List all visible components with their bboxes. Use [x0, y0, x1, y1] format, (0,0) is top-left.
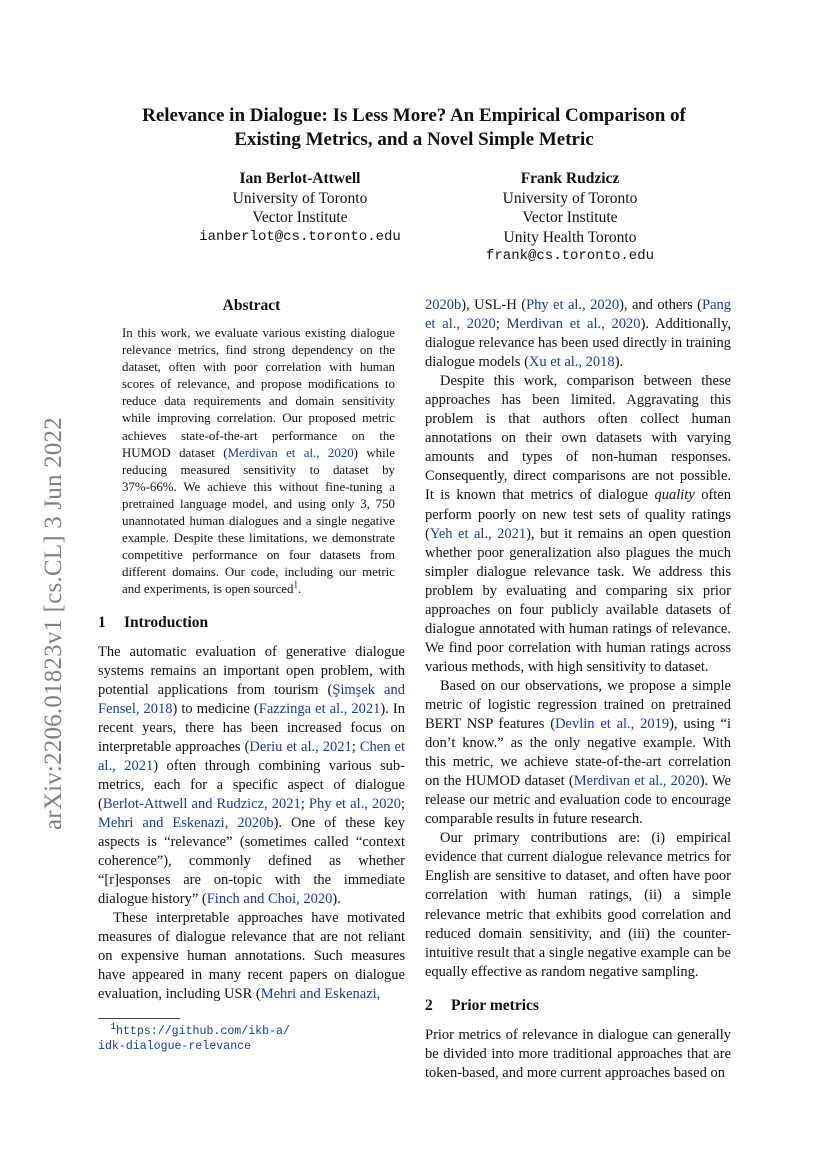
section-heading-prior-metrics: 2 Prior metrics [425, 996, 539, 1014]
citation-link[interactable]: Xu et al., 2018 [528, 354, 615, 371]
right-column [425, 296, 731, 1083]
citation-link[interactable]: Yeh et al., 2021 [429, 525, 527, 542]
footnote: $^1$https://github.com/ikb-a/ idk-dialogue-relevance [98, 1022, 290, 1054]
footnote-url-cont[interactable]: idk-dialogue-relevance [98, 1040, 252, 1054]
citation-link[interactable]: Chen et al., 2021 [98, 738, 406, 774]
footnote-url[interactable]: https://github.com/ikb-a/ [116, 1025, 290, 1039]
author-affiliation: University of Toronto [232, 189, 368, 207]
citation-link[interactable]: Devlin et al., 2019 [555, 716, 670, 733]
author-name: Frank Rudzicz [520, 170, 620, 187]
author-affiliation: Unity Health Toronto [503, 228, 637, 246]
paragraph: The automatic evaluation of generative dialogue systems remains an important open problem, with potential applications from tourism (Şimşek and Fensel, 2018) to medicine (Fazzinga et al., 2021). In recent years, there has been increased focus on interpretable approaches (Deriu et al., 2021; Chen et al., 2021) often through combining various sub-metrics, each for a specific aspect of dialogue (Berlot-Attwell and Rudzicz, 2021; Phy et al., 2020; Mehri and Eskenazi, 2020b). One of these key aspects is “relevance” (sometimes called “context coherence”), commonly defined as whether “[r]esponses are on-topic with the immediate dialogue history” (Finch and Choi, 2020). [98, 643, 406, 908]
title-line-2: Existing Metrics, and a Novel Simple Metric [234, 129, 594, 150]
author-affiliation: Vector Institute [522, 209, 618, 226]
citation-link[interactable]: Merdivan et al., 2020 [227, 445, 354, 460]
citation-link[interactable]: 2020b [425, 297, 462, 313]
paragraph: Despite this work, comparison between these approaches has been limited. Aggravating this problem is that authors often collect human annotations on their own datasets with varying amounts and types of non-human responses. Consequently, direct comparisons are not possible. It is known that metrics of dialogue quality often perform poorly on new test sets of quality ratings (Yeh et al., 2021), but it remains an open question whether poor generalization also plagues the much simpler dialogue relevance task. We address this problem by evaluating and comparing six prior approaches on four publicly available datasets of dialogue annotated with human ratings of relevance. We find poor correlation with human ratings across various methods, with high sensitivity to dataset. [425, 373, 731, 675]
title-line-1: Relevance in Dialogue: Is Less More? An Empirical Comparison of [142, 105, 686, 126]
footnote-divider [98, 1018, 180, 1019]
citation-link[interactable]: Merdivan et al., 2020 [506, 316, 641, 333]
citation-link[interactable]: Mehri and Eskenazi, 2020b [98, 814, 274, 831]
citation-link[interactable]: Phy et al., 2020 [308, 795, 401, 812]
citation-link[interactable]: Merdivan et al., 2020 [573, 773, 700, 790]
author-affiliation: Vector Institute [252, 209, 348, 226]
author-name: Ian Berlot-Attwell [239, 170, 361, 187]
abstract-heading: Abstract [222, 297, 281, 314]
author-email: ianberlot@cs.toronto.edu [199, 228, 401, 245]
footnote-marker[interactable]: 1 [293, 580, 298, 591]
citation-link[interactable]: Berlot-Attwell and Rudzicz, 2021 [102, 795, 301, 812]
arxiv-stamp: arXiv:2206.01823v1 [cs.CL] 3 Jun 2022 [40, 417, 67, 830]
citation-link[interactable]: Mehri and Eskenazi, [260, 986, 381, 1003]
citation-link[interactable]: Finch and Choi, 2020 [206, 891, 333, 908]
paragraph: Prior metrics of relevance in dialogue can generally be divided into more traditional approaches that are token-based, and more current approaches based on [425, 1026, 731, 1081]
paragraph: These interpretable approaches have motivated measures of dialogue relevance that are not reliant on expensive human annotations. Such measures have appeared in many recent papers on dialogue evaluation, including USR (Mehri and Eskenazi, [98, 910, 405, 1003]
author-2 [420, 169, 720, 267]
abstract-text: In this work, we evaluate various existing dialogue relevance metrics, find strong dependency on the dataset, often with poor correlation with human scores of relevance, and propose modifications to reduce data requirements and domain sensitivity while improving correlation. Our proposed metric achieves state-of-the-art performance on the HUMOD dataset (Merdivan et al., 2020) while reducing measured sensitivity to dataset by 37%-66%. We achieve this without fine-tuning a pretrained language model, and using only 3, 750 unannotated human dialogues and a single negative example. Despite these limitations, we demonstrate competitive performance on four datasets from different domains. Our code, including our metric and experiments, is open sourced$^1$. [122, 326, 395, 597]
citation-link[interactable]: Pang et al., 2020 [425, 297, 732, 333]
author-1 [150, 169, 450, 247]
left-column [98, 296, 405, 1054]
citation-link[interactable]: Şimşek and Fensel, 2018 [98, 681, 405, 717]
paragraph: Based on our observations, we propose a simple metric of logistic regression trained on pretrained BERT NSP features (Devlin et al., 2019), using “i don’t know.” as the only negative example. With this metric, we achieve state-of-the-art correlation on the HUMOD dataset (Merdivan et al., 2020). We release our metric and evaluation code to encourage comparable results in future research. [425, 677, 731, 828]
citation-link[interactable]: Fazzinga et al., 2021 [258, 700, 381, 717]
paragraph: Our primary contributions are: (i) empirical evidence that current dialogue relevance metrics for English are sensitive to dataset, and often have poor correlation with human ratings, (ii) a simple relevance metric that exhibits good correlation and reduced domain sensitivity, and (iii) the counter-intuitive result that a single negative example can be equally effective as random negative sampling. [425, 830, 731, 980]
author-email: frank@cs.toronto.edu [485, 248, 655, 264]
citation-link[interactable]: Phy et al., 2020 [526, 297, 620, 313]
paragraph: 2020b), USL-H (Phy et al., 2020), and others (Pang et al., 2020; Merdivan et al., 2020). Additionally, dialogue relevance has been used directly in training dialogue models (Xu et al., 2018). [425, 297, 732, 371]
paper-title [0, 104, 828, 152]
author-affiliation: University of Toronto [502, 189, 638, 207]
citation-link[interactable]: Deriu et al., 2021 [249, 738, 352, 755]
section-heading-introduction: 1 Introduction [98, 613, 209, 631]
